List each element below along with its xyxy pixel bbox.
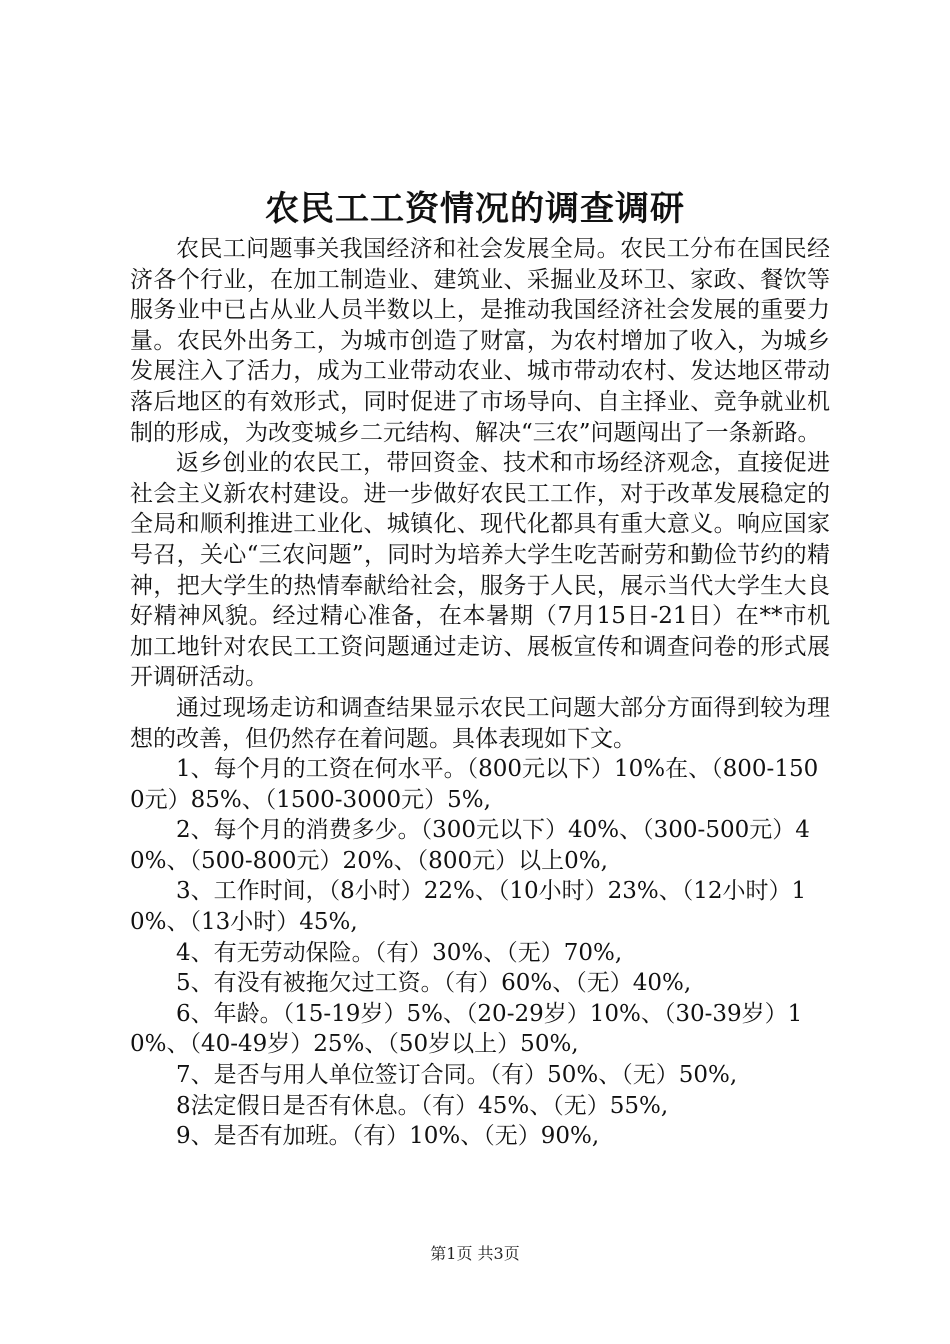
document-body bbox=[130, 234, 830, 1152]
survey-item-overtime: 9、是否有加班。（有）10%、（无）90%, bbox=[176, 1123, 600, 1150]
paragraph-background: 返乡创业的农民工，带回资金、技术和市场经济观念，直接促进社会主义新农村建设。进一步做好农民工工作，对于改革发展稳定的全局和顺利推进工业化、城镇化、现代化都具有重大意义。响应国家号召，关心“三农问题”，同时为培养大学生吃苦耐劳和勤俭节约的精神，把大学生的热情奉献给社会，服务于人民，展示当代大学生大良好精神风貌。经过精心准备，在本暑期（7月15日-21日）在**市机加工地针对农民工工资问题通过走访、展板宣传和调查问卷的形式展开调研活动。 bbox=[130, 450, 830, 691]
survey-item-holiday-rest: 8法定假日是否有休息。（有）45%、（无）55%, bbox=[176, 1092, 669, 1119]
survey-item-labor-insurance: 4、有无劳动保险。（有）30%、（无）70%, bbox=[176, 939, 623, 966]
survey-item-wage-arrears: 5、有没有被拖欠过工资。（有）60%、（无）40%, bbox=[176, 970, 692, 997]
survey-item-age: 6、年龄。（15-19岁）5%、（20-29岁）10%、（30-39岁）10%、（40-49岁）25%、（50岁以上）50%, bbox=[130, 1000, 803, 1058]
paragraph-intro: 农民工问题事关我国经济和社会发展全局。农民工分布在国民经济各个行业，在加工制造业、建筑业、采掘业及环卫、家政、餐饮等服务业中已占从业人员半数以上，是推动我国经济社会发展的重要力量。农民外出务工，为城市创造了财富，为农村增加了收入，为城乡发展注入了活力，成为工业带动农业、城市带动农村、发达地区带动落后地区的有效形式，同时促进了市场导向、自主择业、竞争就业机制的形成，为改变城乡二元结构、解决“三农”问题闯出了一条新路。 bbox=[130, 236, 830, 446]
document-title: 农民工工资情况的调查调研 bbox=[265, 189, 685, 229]
survey-item-monthly-spending: 2、每个月的消费多少。（300元以下）40%、（300-500元）40%、（500-800元）20%、（800元）以上0%, bbox=[130, 817, 810, 874]
survey-item-contract: 7、是否与用人单位签订合同。（有）50%、（无）50%, bbox=[176, 1062, 738, 1089]
page-footer: 第1页 共3页 bbox=[430, 1244, 520, 1263]
survey-item-working-hours: 3、工作时间，（8小时）22%、（10小时）23%、（12小时）10%、（13小时）45%, bbox=[130, 878, 807, 936]
paragraph-results-intro: 通过现场走访和调查结果显示农民工问题大部分方面得到较为理想的改善，但仍然存在着问题。具体表现如下文。 bbox=[130, 694, 830, 752]
survey-item-monthly-wage: 1、每个月的工资在何水平。（800元以下）10%在、（800-1500元）85%、（1500-3000元）5%, bbox=[130, 756, 819, 813]
